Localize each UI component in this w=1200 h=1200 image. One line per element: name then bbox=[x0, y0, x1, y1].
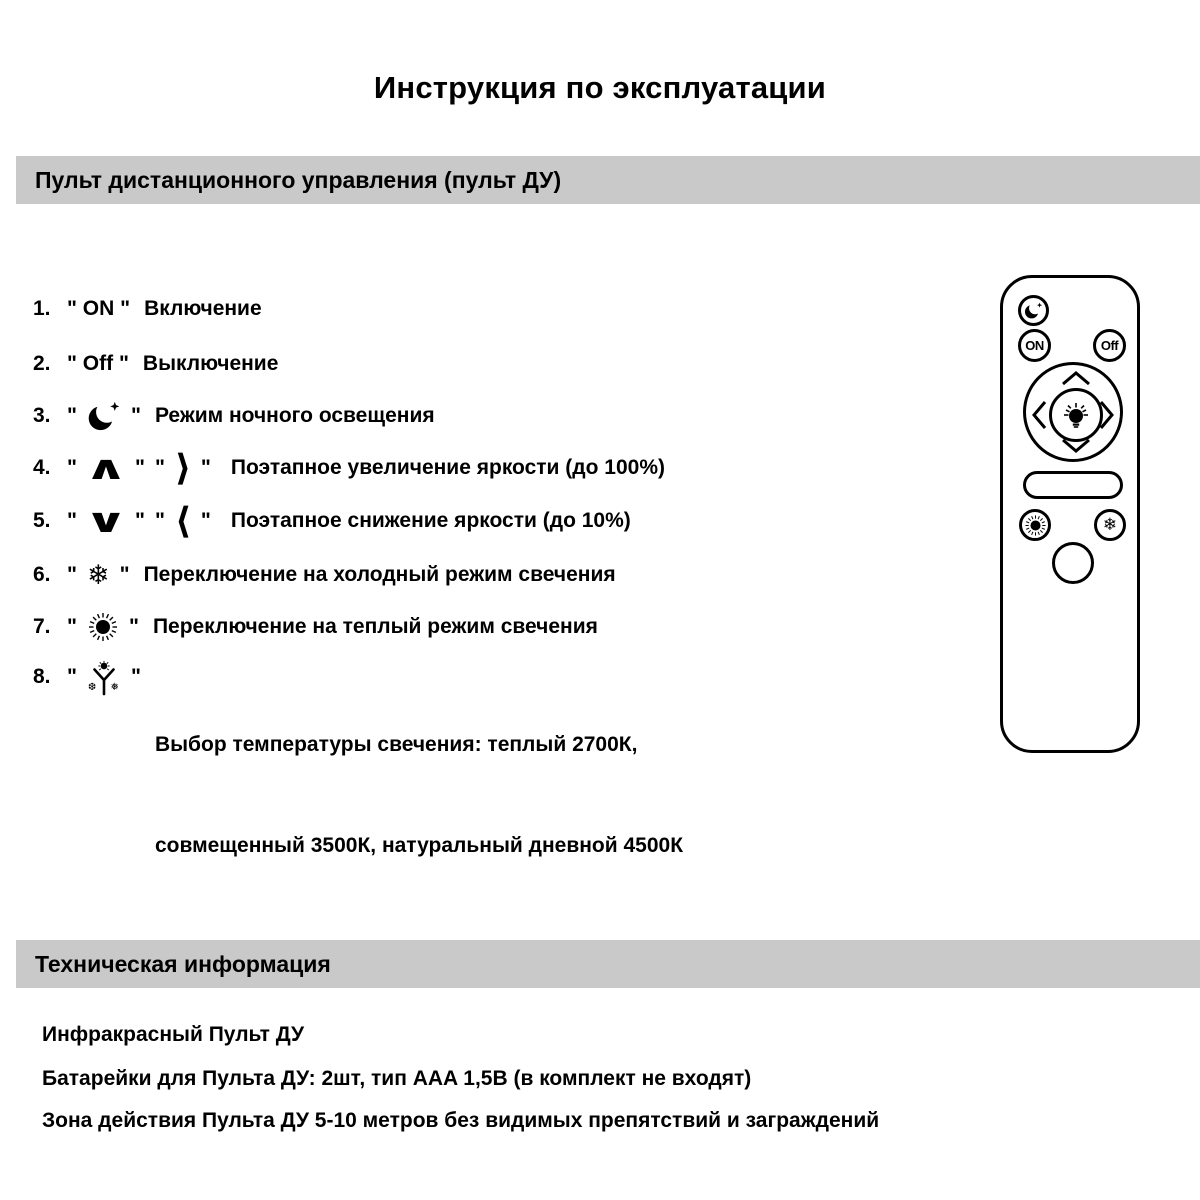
section-header-tech-label: Техническая информация bbox=[35, 950, 331, 977]
quote-mark: " bbox=[200, 456, 211, 479]
dpad-center-button bbox=[1049, 388, 1103, 442]
list-item-8 bbox=[33, 660, 683, 930]
light-bulb-icon bbox=[1061, 400, 1091, 430]
item-number: 5. bbox=[33, 509, 51, 532]
chevron-down-icon: ∨ bbox=[83, 502, 129, 539]
section-header-remote bbox=[16, 156, 1200, 204]
quote-mark: " bbox=[67, 404, 77, 427]
quote-mark: " bbox=[67, 615, 77, 638]
tech-info-line-3: Зона действия Пульта ДУ 5-10 метров без видимых препятствий и заграждений bbox=[42, 1109, 880, 1132]
item-number: 7. bbox=[33, 615, 51, 638]
round-blank-button bbox=[1052, 542, 1094, 584]
item-number: 4. bbox=[33, 456, 51, 479]
item-label: Включение bbox=[144, 297, 262, 320]
on-token: " ON " bbox=[67, 297, 131, 320]
item-number: 2. bbox=[33, 352, 51, 375]
tech-info-line-2: Батарейки для Пульта ДУ: 2шт, тип AAA 1,5В (в комплект не входят) bbox=[42, 1067, 752, 1090]
on-button-label: ON bbox=[1025, 338, 1044, 353]
item-label: Переключение на теплый режим свечения bbox=[152, 615, 598, 638]
item-label: Поэтапное снижение яркости (до 10%) bbox=[230, 509, 631, 532]
snowflake-icon: ❄ bbox=[1102, 515, 1118, 534]
chevron-up-icon bbox=[1060, 371, 1092, 386]
quote-mark: " bbox=[67, 563, 77, 586]
warm-mode-button bbox=[1019, 509, 1051, 541]
snowflake-icon: ❄ bbox=[86, 559, 110, 590]
item-label-line-1: Выбор температуры свечения: теплый 2700К, bbox=[154, 733, 638, 756]
quote-mark: " bbox=[154, 509, 165, 532]
chevron-up-icon: ∧ bbox=[83, 449, 129, 486]
quote-mark: " bbox=[154, 456, 165, 479]
tech-info-line-1: Инфракрасный Пульт ДУ bbox=[42, 1023, 305, 1046]
quote-mark: " bbox=[130, 404, 141, 427]
item-number: 1. bbox=[33, 297, 51, 320]
list-item-7 bbox=[33, 609, 598, 645]
color-temperature-icon bbox=[87, 660, 121, 696]
chevron-left-icon bbox=[1032, 399, 1047, 431]
chevron-left-icon: ⟨ bbox=[174, 500, 192, 541]
moon-icon bbox=[1024, 301, 1043, 320]
small-snowflake-left-icon: ❆ bbox=[87, 682, 97, 693]
item-label: Режим ночного освещения bbox=[154, 404, 435, 427]
item-label: Выключение bbox=[142, 352, 279, 375]
quote-mark: " bbox=[134, 509, 145, 532]
item-label: Переключение на холодный режим свечения bbox=[143, 563, 616, 586]
item-label bbox=[155, 660, 683, 930]
on-button bbox=[1018, 329, 1051, 362]
quote-mark: " bbox=[128, 615, 139, 638]
chevron-right-icon: ⟩ bbox=[174, 447, 192, 488]
list-item-2 bbox=[33, 346, 278, 382]
quote-mark: " bbox=[67, 456, 77, 479]
section-header-tech bbox=[16, 940, 1200, 988]
remote-control-drawing bbox=[1000, 275, 1140, 753]
list-item-4 bbox=[33, 447, 665, 488]
item-label-line-2: совмещенный 3500К, натуральный дневной 4500К bbox=[154, 834, 684, 857]
dpad-ring bbox=[1023, 362, 1123, 462]
off-button bbox=[1093, 329, 1126, 362]
quote-mark: " bbox=[200, 509, 211, 532]
warm-sun-icon bbox=[87, 611, 119, 643]
item-number: 3. bbox=[33, 404, 51, 427]
pill-button bbox=[1023, 471, 1123, 499]
quote-mark: " bbox=[119, 563, 130, 586]
moon-icon bbox=[87, 399, 121, 433]
warm-sun-icon bbox=[1024, 514, 1047, 537]
section-header-remote-label: Пульт дистанционного управления (пульт ДУ) bbox=[35, 166, 562, 193]
item-number: 6. bbox=[33, 563, 51, 586]
item-label: Поэтапное увеличение яркости (до 100%) bbox=[230, 456, 665, 479]
list-item-1 bbox=[33, 291, 262, 327]
cold-mode-button bbox=[1094, 509, 1126, 541]
page-title: Инструкция по эксплуатации bbox=[373, 70, 827, 105]
off-token: " Off " bbox=[67, 352, 129, 375]
small-snowflake-right-icon: ❅ bbox=[110, 682, 119, 693]
quote-mark: " bbox=[67, 509, 77, 532]
night-mode-button bbox=[1018, 295, 1049, 326]
list-item-3 bbox=[33, 398, 435, 434]
list-item-6 bbox=[33, 557, 616, 593]
list-item-5 bbox=[33, 500, 631, 541]
item-number: 8. bbox=[33, 665, 51, 688]
quote-mark: " bbox=[130, 665, 141, 688]
quote-mark: " bbox=[134, 456, 145, 479]
off-button-label: Off bbox=[1100, 338, 1119, 353]
quote-mark: " bbox=[67, 665, 77, 688]
